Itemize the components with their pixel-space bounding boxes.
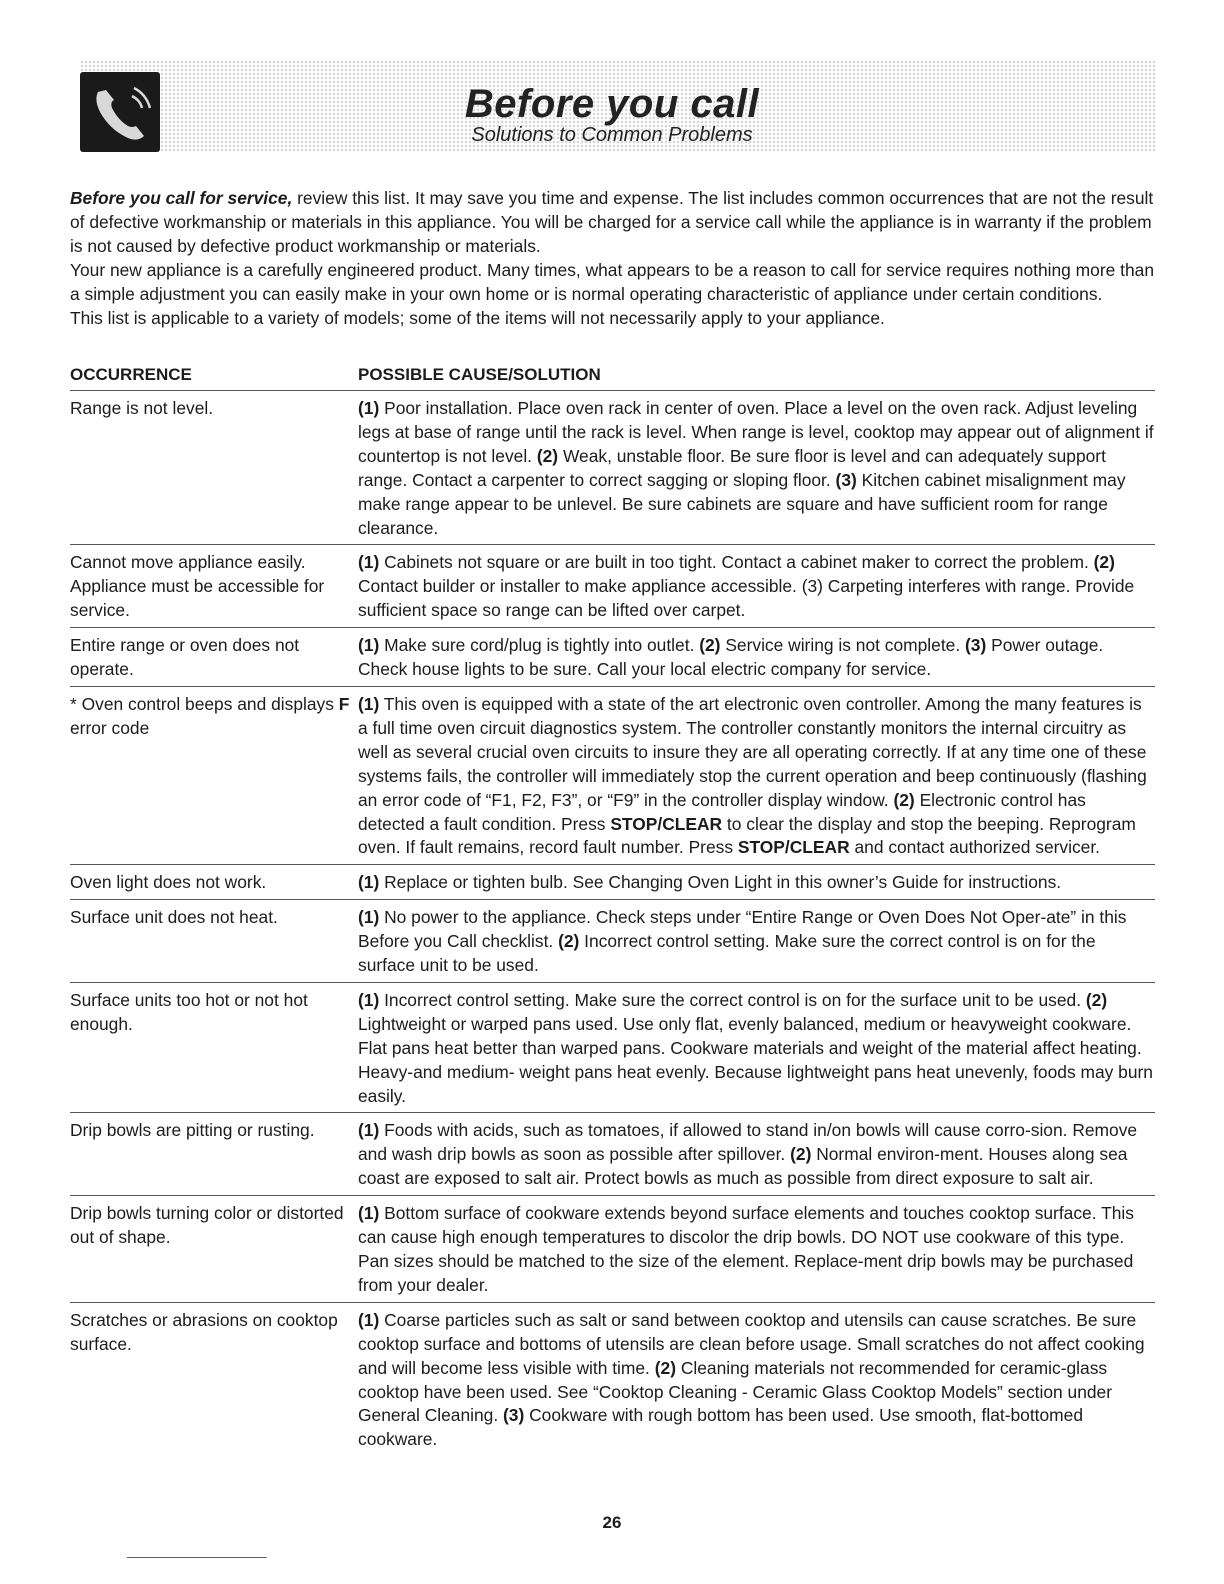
- table-row: [70, 1302, 1155, 1456]
- text-run: error code: [70, 717, 150, 738]
- occurrence-cell: Entire range or oven does not operate.: [70, 628, 358, 687]
- intro-paragraph-1: [70, 186, 1155, 258]
- intro-lead: Before you call for service,: [70, 188, 293, 208]
- bold-text: (1): [358, 398, 380, 418]
- bold-text: (1): [358, 635, 380, 656]
- text-run: Power outage. Check house lights to be sure. Call your local electric company for service.: [358, 635, 1104, 680]
- bold-text: (2): [1085, 989, 1108, 1010]
- bold-text: (1): [358, 989, 380, 1010]
- table-row: [70, 686, 1155, 864]
- text-run: Contact builder or installer to make appliance accessible. (3) Carpeting interferes with range. Provide sufficient space so range can be lifted over carpet.: [358, 576, 1135, 621]
- solution-cell: [358, 1196, 1155, 1303]
- text-run: Cookware with rough bottom has been used. Use smooth, flat-bottomed cookware.: [358, 1405, 1084, 1450]
- solution-cell: [358, 1113, 1155, 1196]
- solution-cell: [358, 865, 1155, 900]
- solution-cell: [358, 686, 1155, 864]
- bold-text: (2): [558, 931, 580, 952]
- bold-text: (1): [358, 552, 380, 573]
- occurrence-cell: Drip bowls are pitting or rusting.: [70, 1113, 358, 1196]
- text-run: Incorrect control setting. Make sure the correct control is on for the surface unit to be used.: [358, 931, 1096, 976]
- text-run: to clear the display and stop the beeping. Reprogram oven. If fault remains, record fault number. Press: [358, 813, 1136, 858]
- occurrence-cell: Drip bowls turning color or distorted out of shape.: [70, 1196, 358, 1303]
- solution-cell: [358, 982, 1155, 1113]
- bold-text: (1): [358, 1120, 380, 1141]
- footer-rule: [127, 1557, 267, 1558]
- bold-text: STOP/CLEAR: [610, 813, 723, 834]
- text-run: Kitchen cabinet misalignment may make range appear to be unlevel. Be sure cabinets are square and have sufficient room for range clearance.: [358, 469, 1126, 538]
- text-run: Poor installation. Place oven rack in center of oven. Place a level on the oven rack. Adjust leveling legs at base of range until the rack is level. When range is level, cooktop may appear out of alignment if countertop is not level.: [358, 398, 1154, 466]
- solution-cell: [358, 1302, 1155, 1456]
- text-run: * Oven control beeps and displays: [70, 693, 339, 714]
- occurrence-header: OCCURRENCE: [70, 365, 192, 384]
- occurrence-cell: Scratches or abrasions on cooktop surface.: [70, 1302, 358, 1456]
- bold-text: (2): [1093, 552, 1115, 573]
- occurrence-cell: [70, 686, 358, 864]
- text-run: This oven is equipped with a state of the art electronic oven controller. Among the many features is a full time oven circuit diagnostics system. The controller constantly monitors the internal circuitry as well as several crucial oven circuits to insure they are all operating correctly. If at any time one of these systems fails, the controller will immediately stop the current operation and beep continuously (flashing an error code of “F1, F2, F3”, or “F9” in the controller display window.: [358, 693, 1147, 810]
- bold-text: (3): [503, 1405, 525, 1426]
- bold-text: (1): [358, 907, 380, 928]
- occurrence-cell: Surface unit does not heat.: [70, 900, 358, 983]
- bold-text: (2): [699, 635, 721, 656]
- occurrence-cell: Surface units too hot or not hot enough.: [70, 982, 358, 1113]
- text-run: Cleaning materials not recommended for ceramic-glass cooktop have been used. See “Cooktop Cleaning - Ceramic Glass Cooktop Models” section under General Cleaning.: [358, 1357, 1113, 1426]
- bold-text: (1): [358, 872, 380, 893]
- solution-cell: [358, 628, 1155, 687]
- text-run: Cabinets not square or are built in too tight. Contact a cabinet maker to correct the problem.: [379, 552, 1094, 573]
- table-row: [70, 391, 1155, 545]
- text-run: Electronic control has detected a fault condition. Press: [358, 789, 1086, 834]
- page-title: Before you call: [464, 82, 760, 126]
- bold-text: (1): [358, 1309, 380, 1330]
- text-run: Coarse particles such as salt or sand between cooktop and utensils can cause scratches. Be sure cooktop surface and bottoms of utensils are clean before usage. Small scratches do not affect cooking and will become less visible with time.: [358, 1309, 1145, 1378]
- text-run: Replace or tighten bulb. See Changing Oven Light in this owner’s Guide for instructions.: [379, 872, 1062, 893]
- bold-text: F: [338, 693, 350, 714]
- table-row: [70, 628, 1155, 687]
- solution-header: POSSIBLE CAUSE/SOLUTION: [358, 365, 601, 384]
- bold-text: (3): [965, 635, 987, 656]
- text-run: Normal environ-ment. Houses along sea coast are exposed to salt air. Protect bowls as much as possible from direct exposure to salt air.: [358, 1144, 1128, 1189]
- bold-text: (2): [790, 1144, 812, 1165]
- intro-text: [70, 186, 1155, 330]
- text-run: Weak, unstable floor. Be sure floor is level and can adequately support range. Contact a carpenter to correct sagging or sloping floor.: [358, 445, 1106, 490]
- solution-cell: [358, 900, 1155, 983]
- text-run: Foods with acids, such as tomatoes, if allowed to stand in/on bowls will cause corro-sion. Remove and wash drip bowls as soon as possible after spillover.: [358, 1120, 1138, 1165]
- table-row: [70, 1196, 1155, 1303]
- intro-paragraph-3: This list is applicable to a variety of models; some of the items will not necessarily apply to your appliance.: [70, 308, 885, 328]
- troubleshooting-table: [70, 390, 1155, 1456]
- bold-text: (1): [358, 1203, 380, 1224]
- table-row: [70, 545, 1155, 628]
- text-run: Bottom surface of cookware extends beyond surface elements and touches cooktop surface. This can cause high enough temperatures to discolor the drip bowls. DO NOT use cookware of this type. Pan sizes should be matched to the size of the element. Replace-ment drip bowls may be purchased from your dealer.: [358, 1203, 1134, 1295]
- solution-cell: [358, 391, 1155, 545]
- intro-paragraph-2: Your new appliance is a carefully engineered product. Many times, what appears to be a reason to call for service requires nothing more than a simple adjustment you can easily make in your own home or is normal operating characteristic of appliance under certain conditions.: [70, 260, 1154, 304]
- occurrence-cell: Cannot move appliance easily. Appliance must be accessible for service.: [70, 545, 358, 628]
- text-run: and contact authorized servicer.: [849, 837, 1101, 858]
- page-number: 26: [602, 1513, 622, 1532]
- bold-text: (2): [654, 1357, 676, 1378]
- text-run: Service wiring is not complete.: [720, 635, 966, 656]
- bold-text: (1): [358, 693, 380, 714]
- table-row: [70, 865, 1155, 900]
- bold-text: (2): [893, 789, 915, 810]
- solution-cell: [358, 545, 1155, 628]
- bold-text: (2): [536, 445, 559, 466]
- table-row: [70, 982, 1155, 1113]
- occurrence-cell: Range is not level.: [70, 391, 358, 545]
- bold-text: (3): [835, 469, 857, 490]
- bold-text: STOP/CLEAR: [737, 837, 850, 858]
- text-run: Lightweight or warped pans used. Use only flat, evenly balanced, medium or heavyweight cookware. Flat pans heat better than warped pans. Cookware materials and weight of the material affect heating. Heavy-and medium- weight pans heat evenly. Because lightweight pans heat unevenly, foods may burn easily.: [358, 1013, 1153, 1106]
- table-row: [70, 900, 1155, 983]
- occurrence-cell: Oven light does not work.: [70, 865, 358, 900]
- text-run: No power to the appliance. Check steps under “Entire Range or Oven Does Not Oper-ate” in this Before you Call checklist.: [358, 907, 1127, 952]
- page-subtitle: Solutions to Common Problems: [471, 124, 753, 146]
- intro-p1-text: review this list. It may save you time and expense. The list includes common occurrences that are not the result of defective workmanship or materials in this appliance. You will be charged for a service call while the appliance is in warranty if the problem is not caused by defective product workmanship or materials.: [70, 188, 1154, 256]
- text-run: Incorrect control setting. Make sure the correct control is on for the surface unit to be used.: [379, 989, 1086, 1010]
- table-row: [70, 1113, 1155, 1196]
- text-run: Make sure cord/plug is tightly into outlet.: [379, 635, 700, 656]
